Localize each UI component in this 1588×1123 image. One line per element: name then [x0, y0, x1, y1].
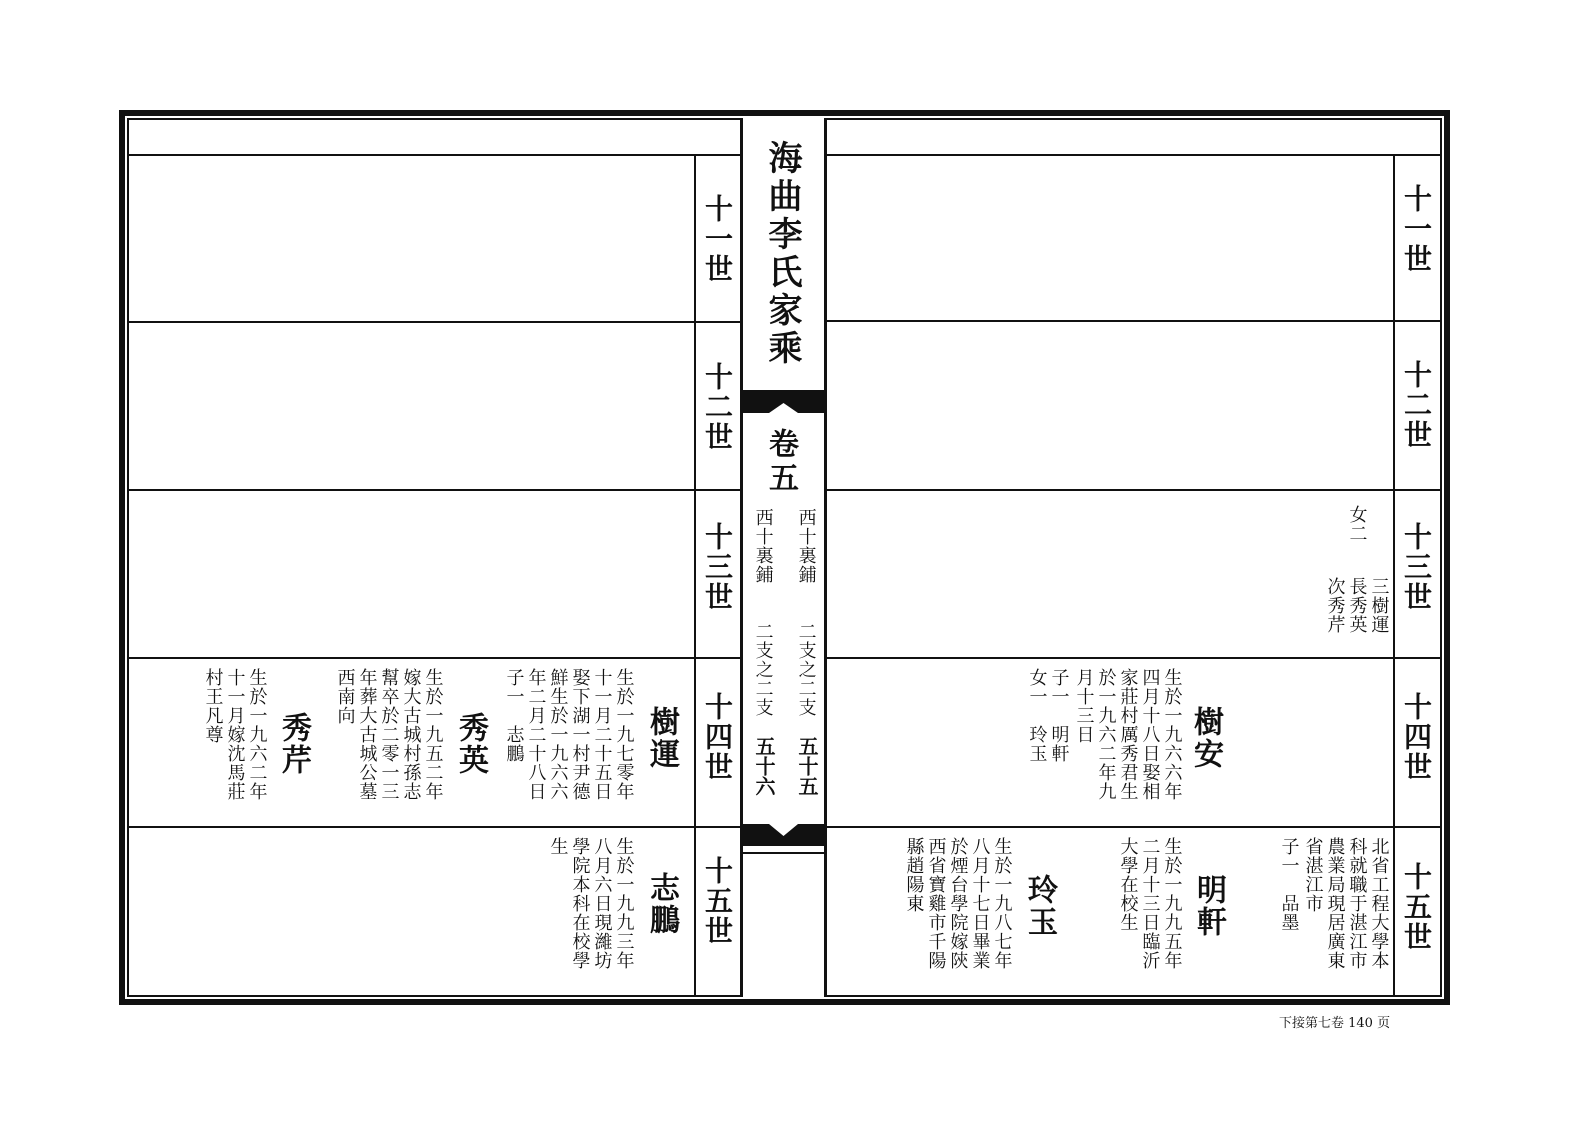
bio-line: 學院本科在校學 [569, 837, 591, 970]
bio-line: 女一 玲玉 [1026, 668, 1048, 763]
bio-line: 年二月二十八日 [525, 668, 547, 801]
bio-line: 嫁大古城村孫志 [400, 668, 422, 801]
bio-line: 省湛江市 [1302, 837, 1324, 913]
left-gen-12-label: 十二世 [701, 362, 734, 452]
left-gen-15-label: 十五世 [701, 856, 734, 946]
left-gen-14-label: 十四世 [701, 692, 734, 782]
bio-line: 二月十三日臨沂 [1139, 837, 1161, 970]
right-branch-page: 五十五 [795, 736, 819, 796]
left-gen-13-label: 十三世 [701, 522, 734, 612]
person-name: 志鵬 [644, 872, 679, 936]
right-gen-11-label: 十一世 [1400, 184, 1433, 274]
bio-line: 村王凡尊 [202, 668, 224, 744]
person-name: 秀英 [453, 712, 488, 776]
bio-line: 於一九六二年九 [1095, 668, 1117, 801]
person-name: 玲玉 [1022, 874, 1057, 938]
bio-line: 十一月二十五日 [591, 668, 613, 801]
bio-line: 生於一九六二年 [246, 668, 268, 801]
bio-line: 生於一九五二年 [422, 668, 444, 801]
bio-line: 長秀英 [1346, 577, 1368, 634]
left-branch-page: 五十六 [752, 736, 776, 796]
volume-label: 卷五 [763, 428, 798, 496]
bio-line: 子一 明軒 [1048, 668, 1070, 763]
left-gen-11-label: 十一世 [701, 194, 734, 284]
left-branch-place: 西十裏鋪 [752, 508, 774, 584]
bio-line: 子一 品墨 [1278, 837, 1300, 932]
bio-line: 家莊村厲秀君生 [1117, 668, 1139, 801]
right-gen-12-label: 十二世 [1400, 360, 1433, 450]
right-gen-14-label: 十四世 [1400, 692, 1433, 782]
spine-top-bar [740, 391, 827, 423]
daughters-count: 女二 [1346, 505, 1368, 543]
right-gen-13-label: 十三世 [1400, 522, 1433, 612]
bio-line: 子一 志鵬 [503, 668, 525, 763]
bio-line: 於煙台學院嫁陝 [947, 837, 969, 970]
bio-line: 科就職于湛江市 [1346, 837, 1368, 970]
bio-line: 西南向 [334, 668, 356, 725]
bio-line: 四月十八日娶相 [1139, 668, 1161, 801]
bio-line: 北省工程大學本 [1368, 837, 1390, 970]
bio-line: 生於一九九三年 [613, 837, 635, 970]
bio-line: 十一月嫁沈馬莊 [224, 668, 246, 801]
bio-line: 農業局現居廣東 [1324, 837, 1346, 970]
bio-line: 月十三日 [1073, 668, 1095, 744]
person-name: 明軒 [1191, 874, 1226, 938]
bio-line: 生於一九八七年 [991, 837, 1013, 970]
bio-line: 娶下湖一村尹德 [569, 668, 591, 801]
right-branch-name: 二支之二支 [795, 622, 817, 717]
right-branch-place: 西十裏鋪 [795, 508, 817, 584]
bio-line: 縣趙陽東 [903, 837, 925, 913]
bio-line: 三樹運 [1368, 577, 1390, 634]
person-name: 樹運 [644, 706, 679, 770]
bio-line: 鮮生於一九六六 [547, 668, 569, 801]
bio-line: 八月六日現濰坊 [591, 837, 613, 970]
person-name: 樹安 [1188, 706, 1223, 770]
right-gen-15-label: 十五世 [1400, 862, 1433, 952]
left-branch-name: 二支之二支 [752, 622, 774, 717]
page-footer: 下接第七卷 140 页 [1279, 1016, 1391, 1031]
bio-line: 八月十七日畢業 [969, 837, 991, 970]
spine-bottom-bar [740, 818, 827, 852]
person-name: 秀芹 [276, 712, 311, 776]
bio-line: 大學在校生 [1117, 837, 1139, 932]
book-title: 海曲李氏家乘 [762, 140, 802, 368]
bio-line: 西省寶雞市千陽 [925, 837, 947, 970]
bio-line: 幫卒於二零一三 [378, 668, 400, 801]
bio-line: 生於一九七零年 [613, 668, 635, 801]
bio-line: 生於一九九五年 [1161, 837, 1183, 970]
bio-line: 生 [547, 837, 569, 856]
bio-line: 次秀芹 [1324, 577, 1346, 634]
bio-line: 年葬大古城公墓 [356, 668, 378, 801]
bio-line: 生於一九六六年 [1161, 668, 1183, 801]
